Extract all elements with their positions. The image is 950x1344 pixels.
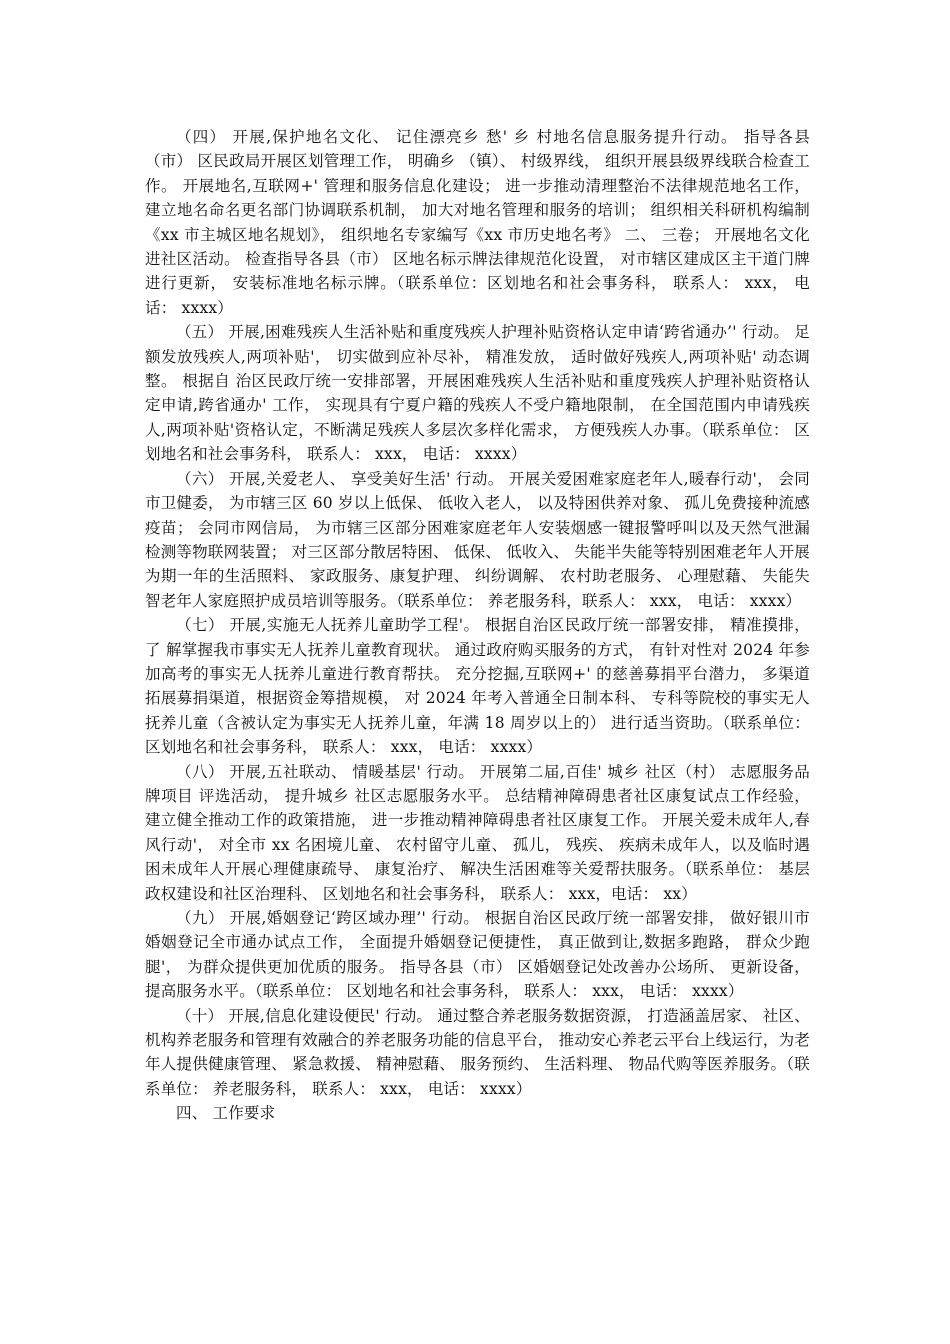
section-heading-work-requirements: 四、 工作要求 (176, 1104, 276, 1123)
document-body (145, 125, 810, 1126)
paragraph-9-marriage-registration: （九） 开展,婚姻登记‘跨区域办理’' 行动。 根据自治区民政厅统一部署安排， 做好银川市婚姻登记全市通办试点工作， 全面提升婚姻登记便捷性， 真正做到让,数据多跑路， 群众少跑腿'， 为群众提供更加优质的服务。 指导各县（市） 区婚姻登记处改善办公场所、 更新设备， 提高服务水平。（联系单位： 区划地名和社会事务科， 联系人： xxx， 电话： xxxx） (145, 909, 810, 1001)
paragraph-10-informatization: （十） 开展,信息化建设便民' 行动。 通过整合养老服务数据资源， 打造涵盖居家、 社区、 机构养老服务和管理有效融合的养老服务功能的信息平台， 推动安心养老云平台上线运行，为老年人提供健康管理、 紧急救援、 精神慰藉、 服务预约、 生活料理、 物品代购等医养服务。（联系单位： 养老服务科， 联系人： xxx， 电话： xxxx） (145, 1006, 810, 1098)
paragraph-8-community-linkage: （八） 开展,五社联动、 情暖基层' 行动。 开展第二届,百佳' 城乡 社区（村） 志愿服务品牌项目 评选活动， 提升城乡 社区志愿服务水平。 总结精神障碍患者社区康复试点工作经验， 建立健全推动工作的政策措施， 进一步推动精神障碍患者社区康复工作。 开展关爱未成年人,春风行动'， 对全市 xx 名困境儿童、 农村留守儿童、 孤儿， 残疾、 疾病未成年人，以及临时遇困未成年人开展心理健康疏导、 康复治疗、 解决生活困难等关爱帮扶服务。（联系单位： 基层政权建设和社区治理科、 区划地名和社会事务科， 联系人： xxx，电话： xx） (145, 762, 810, 903)
paragraph-6-elderly-care: （六） 开展,关爱老人、 享受美好生活' 行动。 开展关爱困难家庭老年人,暖春行动'， 会同市卫健委， 为市辖三区 60 岁以上低保、 低收入老人， 以及特困供养对象、 孤儿免费接种流感疫苗； 会同市网信局， 为市辖三区部分困难家庭老年人安装烟感一键报警呼叫以及天然气泄漏检测等物联网装置； 对三区部分散居特困、 低保、 低收入、 失能半失能等特别困难老年人开展为期一年的生活照料、 家政服务、康复护理、 纠纷调解、 农村助老服务、 心理慰藉、 失能失智老年人家庭照护成员培训等服务。（联系单位： 养老服务科，联系人： xxx， 电话： xxxx） (145, 469, 810, 610)
paragraph-5-disability-subsidy: （五） 开展,困难残疾人生活补贴和重度残疾人护理补贴资格认定申请‘跨省通办’' 行动。 足额发放残疾人,两项补贴'， 切实做到应补尽补， 精准发放， 适时做好残疾人,两项补贴' 动态调整。 根据自 治区民政厅统一安排部署，开展困难残疾人生活补贴和重度残疾人护理补贴资格认定申请,跨省通办' 工作， 实现具有宁夏户籍的残疾人不受户籍地限制， 在全国范围内申请残疾人,两项补贴'资格认定，不断满足残疾人多层次多样化需求， 方便残疾人办事。（联系单位： 区划地名和社会事务科， 联系人： xxx， 电话： xxxx） (145, 323, 810, 464)
paragraph-7-child-education: （七） 开展,实施无人抚养儿童助学工程'。 根据自治区民政厅统一部署安排， 精准摸排，了 解掌握我市事实无人抚养儿童教育现状。 通过政府购买服务的方式， 有针对性对 2024 年参加高考的事实无人抚养儿童进行教育帮扶。 充分挖掘,互联网+' 的慈善募捐平台潜力， 多渠道拓展募捐渠道，根据资金筹措规模， 对 2024 年考入普通全日制本科、 专科等院校的事实无人抚养儿童（含被认定为事实无人抚养儿童，年满 18 周岁以上的） 进行适当资助。（联系单位： 区划地名和社会事务科， 联系人： xxx， 电话： xxxx） (145, 616, 810, 757)
paragraph-4-place-names: （四） 开展,保护地名文化、 记住漂亮乡 愁' 乡 村地名信息服务提升行动。 指导各县（市） 区民政局开展区划管理工作， 明确乡 （镇）、 村级界线， 组织开展县级界线联合检查工作。 开展地名,互联网+' 管理和服务信息化建设； 进一步推动清理整治不法律规范地名工作， 建立地名命名更名部门协调联系机制， 加大对地名管理和服务的培训； 组织相关科研机构编制《xx 市主城区地名规划》， 组织地名专家编写《xx 市历史地名考》 二、 三卷； 开展地名文化进社区活动。 检查指导各县（市） 区地名标示牌法律规范化设置， 对市辖区建成区主干道门牌进行更新， 安装标准地名标示牌。（联系单位：区划地名和社会事务科， 联系人： xxx， 电话： xxxx） (145, 128, 810, 317)
